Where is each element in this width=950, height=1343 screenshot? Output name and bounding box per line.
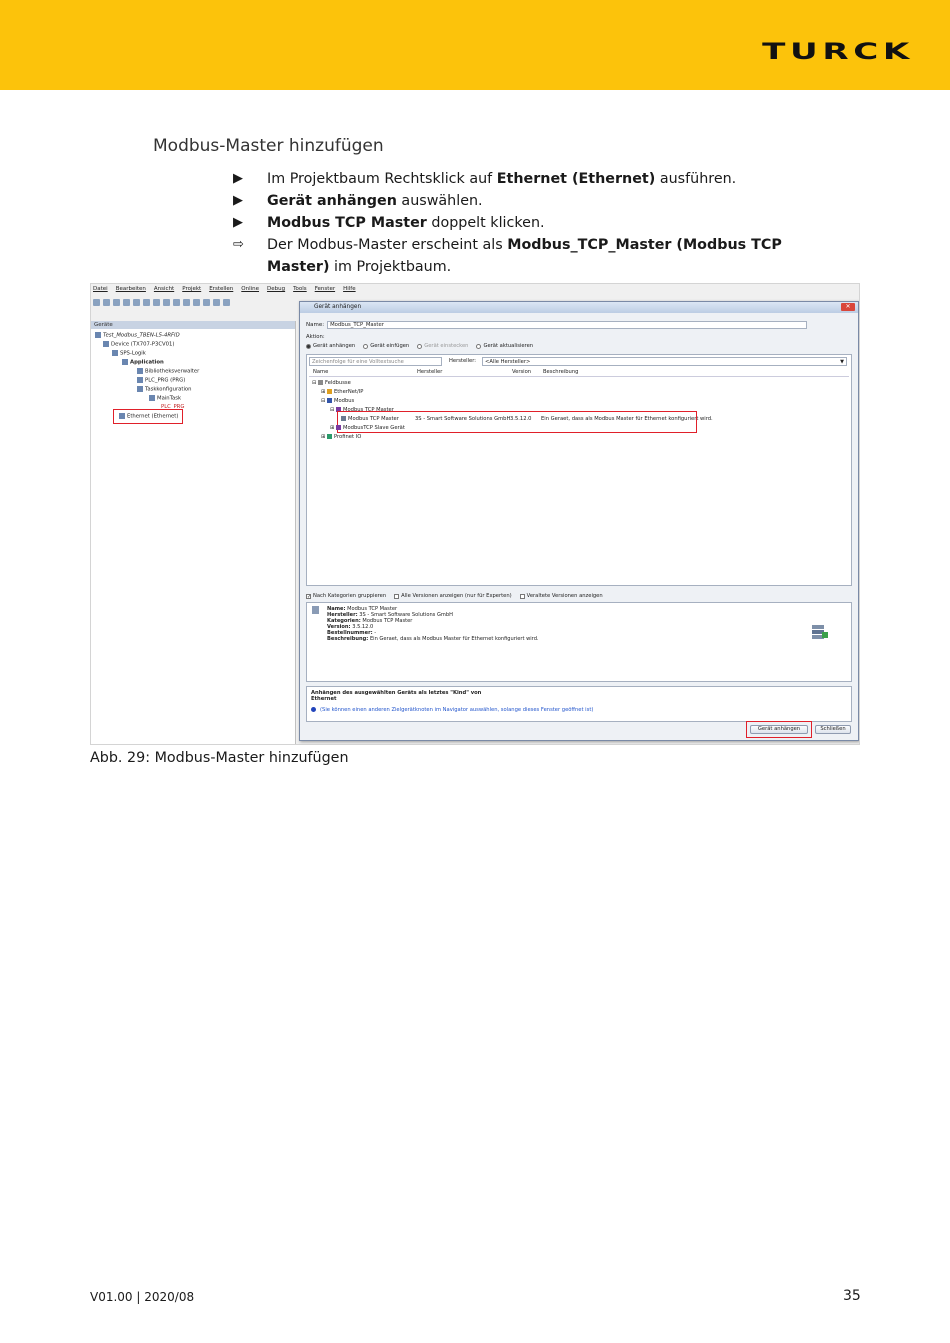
menu-item[interactable]: Bearbeiten (115, 286, 146, 292)
close-button[interactable]: Schließen (815, 725, 851, 734)
device-vendor-cell: 3S - Smart Software Solutions GmbH (415, 416, 511, 422)
run-icon[interactable] (223, 299, 230, 306)
chevron-down-icon: ▼ (840, 359, 844, 365)
tree-node-sps-logic[interactable]: SPS-Logik (112, 350, 146, 357)
filter-checkboxes (306, 593, 603, 599)
name-label: Name: (306, 322, 325, 328)
tree-node-plc-prg-call[interactable]: PLC_PRG (161, 404, 185, 410)
device-list-header (309, 369, 849, 377)
tree-node-maintask[interactable]: MainTask (149, 395, 181, 402)
device-row-modbus-tcp-master[interactable]: Modbus TCP Master (341, 416, 399, 422)
page-number: 35 (843, 1288, 861, 1304)
dialog-title-bar (300, 302, 858, 313)
vendor-label: Hersteller: (449, 358, 477, 364)
toolbar (93, 297, 303, 307)
result-step: ⇨ Der Modbus-Master erscheint als Modbus_TCP_Master (Modbus TCP Master) im Projektbaum. (233, 234, 833, 278)
server-icon (809, 623, 829, 641)
instruction-step: ▶ Im Projektbaum Rechtsklick auf Ethernet (Ethernet) ausführen. (233, 168, 833, 190)
print-icon[interactable] (123, 299, 130, 306)
tree-node-taskconfig[interactable]: Taskkonfiguration (137, 386, 192, 393)
menu-item[interactable]: Erstellen (209, 286, 234, 292)
action-label: Aktion: (306, 334, 325, 340)
close-icon[interactable]: ✕ (841, 303, 855, 311)
save-icon[interactable] (113, 299, 120, 306)
bullet-arrow-icon: ▶ (233, 215, 243, 230)
menu-item[interactable]: Tools (293, 286, 307, 292)
instruction-step: ▶ Modbus TCP Master doppelt klicken. (233, 212, 833, 234)
ethernetip-icon (327, 389, 332, 394)
screenshot-figure (90, 283, 860, 745)
plc-logic-icon (112, 350, 118, 356)
undo-icon[interactable] (133, 299, 140, 306)
copy-icon[interactable] (163, 299, 170, 306)
find-icon[interactable] (193, 299, 200, 306)
paste-icon[interactable] (173, 299, 180, 306)
footer-version: V01.00 | 2020/08 (90, 1290, 195, 1304)
info-icon (311, 707, 316, 712)
task-icon (149, 395, 155, 401)
radio-insert-device[interactable]: Gerät einfügen (363, 343, 409, 349)
modbus-slave-icon (336, 425, 341, 430)
search-row (309, 357, 849, 367)
dialog-title: Gerät anhängen (314, 304, 362, 310)
tree-node-ethernetip[interactable]: ⊞ EtherNet/IP (321, 389, 364, 395)
fulltext-search-input[interactable]: Zeichenfolge für eine Volltextsuche (309, 357, 442, 366)
tree-node-fieldbus[interactable]: ⊟ Feldbusse (312, 380, 351, 386)
show-all-versions-checkbox[interactable]: Alle Versionen anzeigen (nur für Experten) (394, 593, 512, 599)
append-target-panel: Anhängen des ausgewählten Geräts als letztes "Kind" von Ethernet (Sie können einen anderen Zielgerätknoten im Navigator auswählen, solange dieses Fenster geöffnet ist) (306, 686, 852, 722)
column-header[interactable]: Hersteller (417, 369, 443, 375)
tree-node-device[interactable]: Device (TX707-P3CV01) (103, 341, 174, 348)
name-row (306, 321, 807, 329)
cut-icon[interactable] (153, 299, 160, 306)
program-icon (137, 377, 143, 383)
build-icon[interactable] (203, 299, 210, 306)
device-icon (103, 341, 109, 347)
column-header[interactable]: Name (313, 369, 329, 375)
turck-logo: TURCK (762, 40, 914, 65)
device-list-frame (306, 354, 852, 586)
attach-device-button[interactable]: Gerät anhängen (750, 725, 808, 734)
attach-button-highlight-box (746, 721, 812, 738)
delete-icon[interactable] (183, 299, 190, 306)
tree-node-plc-prg[interactable]: PLC_PRG (PRG) (137, 377, 185, 384)
login-icon[interactable] (213, 299, 220, 306)
pane-title: Geräte (91, 321, 295, 329)
vendor-select[interactable]: <Alle Hersteller> ▼ (482, 357, 847, 366)
library-icon (137, 368, 143, 374)
figure-caption: Abb. 29: Modbus-Master hinzufügen (90, 750, 349, 766)
header-band (0, 0, 950, 90)
menu-item[interactable]: Online (241, 286, 260, 292)
menu-item[interactable]: Datei (93, 286, 108, 292)
device-info-panel: Name: Modbus TCP Master Hersteller: 3S - Smart Software Solutions GmbH Kategorien: Modbus TCP Master Version: 3.5.12.0 Bestellnummer: - Beschreibung: Ein Geraet, dass als Modbus Master für Ethernet konfiguriert wird. (306, 602, 852, 682)
column-header[interactable]: Version (512, 369, 532, 375)
menu-bar (93, 286, 356, 296)
section-title: Modbus-Master hinzufügen (153, 136, 384, 156)
menu-item[interactable]: Ansicht (153, 286, 175, 292)
name-input[interactable]: Modbus_TCP_Master (327, 321, 807, 329)
device-info-icon (312, 606, 319, 614)
tree-node-project[interactable]: Test_Modbus_TBEN-L5-4RFID (95, 332, 180, 339)
show-outdated-checkbox[interactable]: Veraltete Versionen anzeigen (520, 593, 603, 599)
column-header[interactable]: Beschreibung (543, 369, 579, 375)
radio-plug-device[interactable]: Gerät einstecken (417, 343, 468, 349)
ethernet-highlight-box (113, 409, 183, 424)
profinet-icon (327, 434, 332, 439)
task-config-icon (137, 386, 143, 392)
add-device-dialog (299, 301, 859, 741)
modbus-icon (327, 398, 332, 403)
menu-item[interactable]: Hilfe (343, 286, 356, 292)
radio-update-device[interactable]: Gerät aktualisieren (476, 343, 533, 349)
tree-node-modbus-tcp-master-group[interactable]: ⊟ Modbus TCP Master (330, 407, 394, 413)
menu-item[interactable]: Debug (267, 286, 286, 292)
instruction-step: ▶ Gerät anhängen auswählen. (233, 190, 833, 212)
bullet-arrow-icon: ▶ (233, 171, 243, 186)
tree-node-modbus[interactable]: ⊟ Modbus (321, 398, 355, 404)
tree-node-application[interactable]: Application (122, 359, 164, 366)
action-radio-group (306, 343, 533, 349)
menu-item[interactable]: Projekt (182, 286, 202, 292)
group-by-category-checkbox[interactable]: ✓ Nach Kategorien gruppieren (307, 593, 387, 600)
result-arrow-icon: ⇨ (233, 237, 244, 252)
bullet-arrow-icon: ▶ (233, 193, 243, 208)
redo-icon[interactable] (143, 299, 150, 306)
device-version-cell: 3.5.12.0 (510, 416, 532, 422)
menu-item[interactable]: Fenster (314, 286, 336, 292)
new-file-icon[interactable] (93, 299, 100, 306)
instruction-list (233, 168, 833, 278)
device-tree-pane (91, 321, 296, 745)
tree-node-ethernet[interactable]: Ethernet (Ethernet) (119, 413, 178, 420)
tree-node-profinet[interactable]: ⊞ Profinet IO (321, 434, 362, 440)
tree-node-library[interactable]: Bibliotheksverwalter (137, 368, 199, 375)
fieldbus-icon (318, 380, 323, 385)
tree-node-modbus-slave[interactable]: ⊞ ModbusTCP Slave Gerät (330, 425, 405, 431)
project-icon (95, 332, 101, 338)
device-description-cell: Ein Geraet, dass als Modbus Master für Ethernet konfiguriert wird. (541, 416, 713, 422)
radio-attach-device[interactable]: Gerät anhängen (306, 343, 355, 349)
application-icon (122, 359, 128, 365)
open-folder-icon[interactable] (103, 299, 110, 306)
